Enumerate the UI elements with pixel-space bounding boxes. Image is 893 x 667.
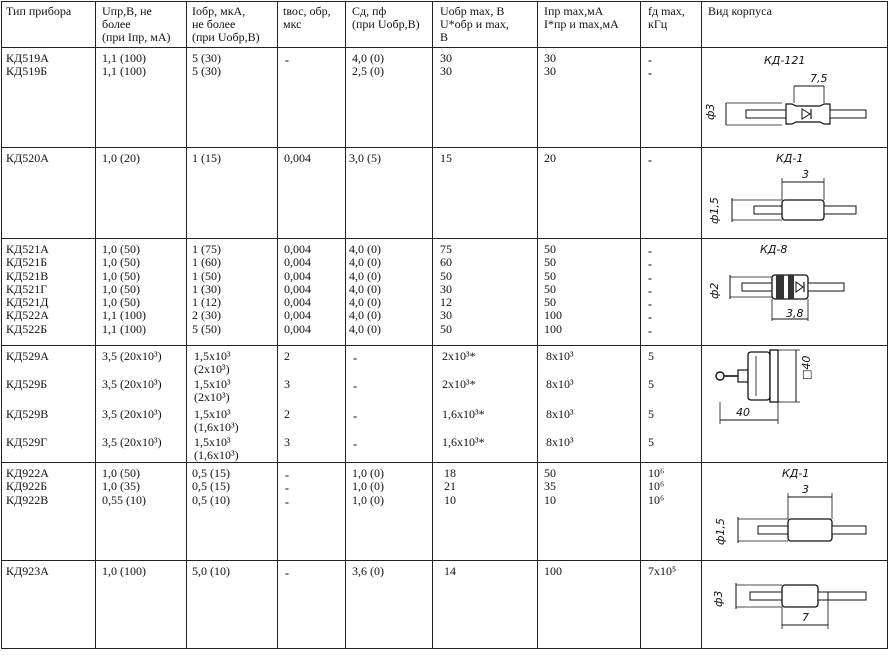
- group-kd922-i-forward-max: 50 35 10: [544, 466, 556, 507]
- svg-text:ф1,5: ф1,5: [708, 197, 721, 224]
- header-t-recovery: tвос, обр, мкс: [283, 4, 331, 31]
- row-kd529a-capacitance: -: [353, 351, 357, 365]
- group-kd923-t-recovery: -: [285, 566, 289, 580]
- row-kd529v-i-forward-max: 8x10³: [546, 407, 574, 421]
- svg-text:ф3: ф3: [704, 103, 717, 120]
- group-kd520-t-recovery: 0,004: [284, 151, 311, 165]
- svg-text:3: 3: [802, 483, 809, 496]
- group-kd922-u-forward: 1,0 (50) 1,0 (35) 0,55 (10): [102, 466, 146, 507]
- row-kd529v-capacitance: -: [353, 409, 357, 423]
- row-kd529a-u-reverse-max: 2x10³*: [442, 349, 476, 363]
- group-kd923-u-forward: 1,0 (100): [102, 564, 146, 578]
- group-kd520-f-max: -: [648, 153, 652, 167]
- row-kd529g-u-reverse-max: 1,6x10³*: [442, 435, 485, 449]
- group-kd923-capacitance: 3,6 (0): [352, 564, 384, 578]
- header-capacitance: Сд, пф (при Uобр,В): [352, 4, 420, 31]
- header-type: Тип прибора: [6, 4, 72, 18]
- row-kd529v-u-forward: 3,5 (20x10³): [102, 407, 162, 421]
- group-kd521-i-reverse: 1 (75) 1 (60) 1 (50) 1 (30) 1 (12) 2 (30) 5 (50): [192, 242, 221, 336]
- group-kd923-types: КД923А: [6, 564, 49, 578]
- group-kd519-capacitance: 4,0 (0) 2,5 (0): [352, 51, 384, 79]
- row-kd529v-u-reverse-max: 1,6x10³*: [442, 407, 485, 421]
- group-kd922-types: КД922А КД922Б КД922В: [6, 466, 49, 507]
- header-f-max: fд max, кГц: [648, 4, 685, 31]
- group-kd520-capacitance: 3,0 (5): [349, 151, 381, 165]
- row-kd529v-t-recovery: 2: [284, 407, 290, 421]
- header-package: Вид корпуса: [708, 4, 772, 18]
- group-kd521-u-forward: 1,0 (50) 1,0 (50) 1,0 (50) 1,0 (50) 1,0 (50) 1,1 (100) 1,1 (100): [102, 242, 146, 336]
- group-kd923-i-reverse: 5,0 (10): [192, 564, 230, 578]
- header-i-forward-max: Iпр max,мА I*пр и max,мА: [544, 4, 619, 31]
- row-kd529a-i-forward-max: 8x10³: [546, 349, 574, 363]
- row-kd529g-capacitance: -: [353, 437, 357, 451]
- header-i-reverse: Iобр, мкА, не более (при Uобр,В): [192, 4, 260, 44]
- row-kd529a-u-forward: 3,5 (20x10³): [102, 349, 162, 363]
- group-kd521-capacitance: 4,0 (0) 4,0 (0) 4,0 (0) 4,0 (0) 4,0 (0) 4,0 (0) 4,0 (0): [349, 242, 381, 336]
- package-name: КД-1: [776, 152, 804, 165]
- group-kd922-t-recovery: - - -: [285, 468, 289, 509]
- row-kd529a-f-max: 5: [648, 349, 654, 363]
- group-kd922-f-max: 10⁶ 10⁶ 10⁶: [648, 466, 665, 507]
- row-kd529b-type: КД529Б: [6, 377, 48, 391]
- row-kd529g-u-forward: 3,5 (20x10³): [102, 435, 162, 449]
- row-kd529a-i-reverse: 1,5x10³ (2x10³): [194, 349, 231, 376]
- group-kd923-i-forward-max: 100: [544, 564, 562, 578]
- row-kd529g-i-reverse: 1,5x10³ (1,6x10³): [194, 435, 239, 462]
- group-kd922-u-reverse-max: 18 21 10: [444, 466, 456, 507]
- svg-text:7,5: 7,5: [810, 72, 828, 85]
- header-u-forward: Uпр,В, не более (при Iпр, мА): [102, 4, 171, 44]
- group-kd520-u-forward: 1,0 (20): [102, 151, 140, 165]
- row-kd529a-type: КД529А: [6, 349, 49, 363]
- row-kd529b-f-max: 5: [648, 377, 654, 391]
- svg-text:ф3: ф3: [712, 590, 725, 607]
- row-kd529b-t-recovery: 3: [284, 377, 290, 391]
- group-kd922-i-reverse: 0,5 (15) 0,5 (15) 0,5 (10): [192, 466, 230, 507]
- row-kd529g-type: КД529Г: [6, 435, 48, 449]
- group-kd519-i-reverse: 5 (30) 5 (30): [192, 51, 221, 79]
- group-kd519-types: КД519А КД519Б: [6, 51, 49, 79]
- row-kd529v-type: КД529В: [6, 407, 49, 421]
- package-drawing-kd529: [702, 346, 886, 462]
- group-kd520-i-forward-max: 20: [544, 151, 556, 165]
- row-kd529v-f-max: 5: [648, 407, 654, 421]
- group-kd519-u-forward: 1,1 (100) 1,1 (100): [102, 51, 146, 79]
- row-kd529g-t-recovery: 3: [284, 435, 290, 449]
- group-kd521-u-reverse-max: 75 60 50 30 12 30 50: [440, 242, 452, 336]
- svg-text:ф2: ф2: [708, 282, 721, 299]
- package-drawing-kd121: [702, 48, 886, 146]
- row-kd529b-i-reverse: 1,5x10³ (2x10³): [194, 377, 231, 404]
- row-kd529a-t-recovery: 2: [284, 349, 290, 363]
- group-kd521-f-max: - - - - - - -: [648, 244, 652, 338]
- row-kd529g-f-max: 5: [648, 435, 654, 449]
- group-kd519-u-reverse-max: 30 30: [440, 51, 452, 79]
- group-kd519-t-recovery: -: [285, 53, 289, 67]
- group-kd521-t-recovery: 0,004 0,004 0,004 0,004 0,004 0,004 0,004: [284, 242, 311, 336]
- group-kd520-u-reverse-max: 15: [440, 151, 452, 165]
- svg-text:40: 40: [736, 406, 750, 419]
- row-kd529b-u-reverse-max: 2x10³*: [442, 377, 476, 391]
- row-kd529b-u-forward: 3,5 (20x10³): [102, 377, 162, 391]
- group-kd519-f-max: - -: [648, 53, 652, 81]
- group-kd520-i-reverse: 1 (15): [192, 151, 221, 165]
- row-kd529b-i-forward-max: 8x10³: [546, 377, 574, 391]
- package-name: КД-1: [782, 467, 810, 480]
- package-drawing-kd922: [702, 463, 886, 559]
- row-kd529b-capacitance: -: [353, 379, 357, 393]
- group-kd923-f-max: 7x10⁵: [648, 564, 677, 578]
- group-kd922-capacitance: 1,0 (0) 1,0 (0) 1,0 (0): [352, 466, 384, 507]
- row-kd529v-i-reverse: 1,5x10³ (1,6x10³): [194, 407, 239, 434]
- group-kd521-i-forward-max: 50 50 50 50 50 100 100: [544, 242, 562, 336]
- package-name: КД-121: [764, 54, 806, 67]
- group-kd520-types: КД520А: [6, 151, 49, 165]
- package-drawing-kd8: [702, 239, 886, 343]
- package-drawing-kd1: [702, 148, 886, 238]
- svg-text:3,8: 3,8: [786, 307, 804, 320]
- group-kd519-i-forward-max: 30 30: [544, 51, 556, 79]
- row-kd529g-i-forward-max: 8x10³: [546, 435, 574, 449]
- header-u-reverse-max: Uобр max, В U*обр и max, В: [440, 4, 509, 44]
- package-name: КД-8: [760, 243, 788, 256]
- svg-text:ф1,5: ф1,5: [714, 518, 727, 545]
- svg-text:3: 3: [802, 168, 809, 181]
- svg-text:7: 7: [802, 611, 809, 624]
- group-kd923-u-reverse-max: 14: [444, 564, 456, 578]
- package-drawing-kd923: [702, 561, 886, 647]
- group-kd521-types: КД521А КД521Б КД521В КД521Г КД521Д КД522А КД522Б: [6, 242, 49, 336]
- svg-text:□40: □40: [800, 355, 813, 380]
